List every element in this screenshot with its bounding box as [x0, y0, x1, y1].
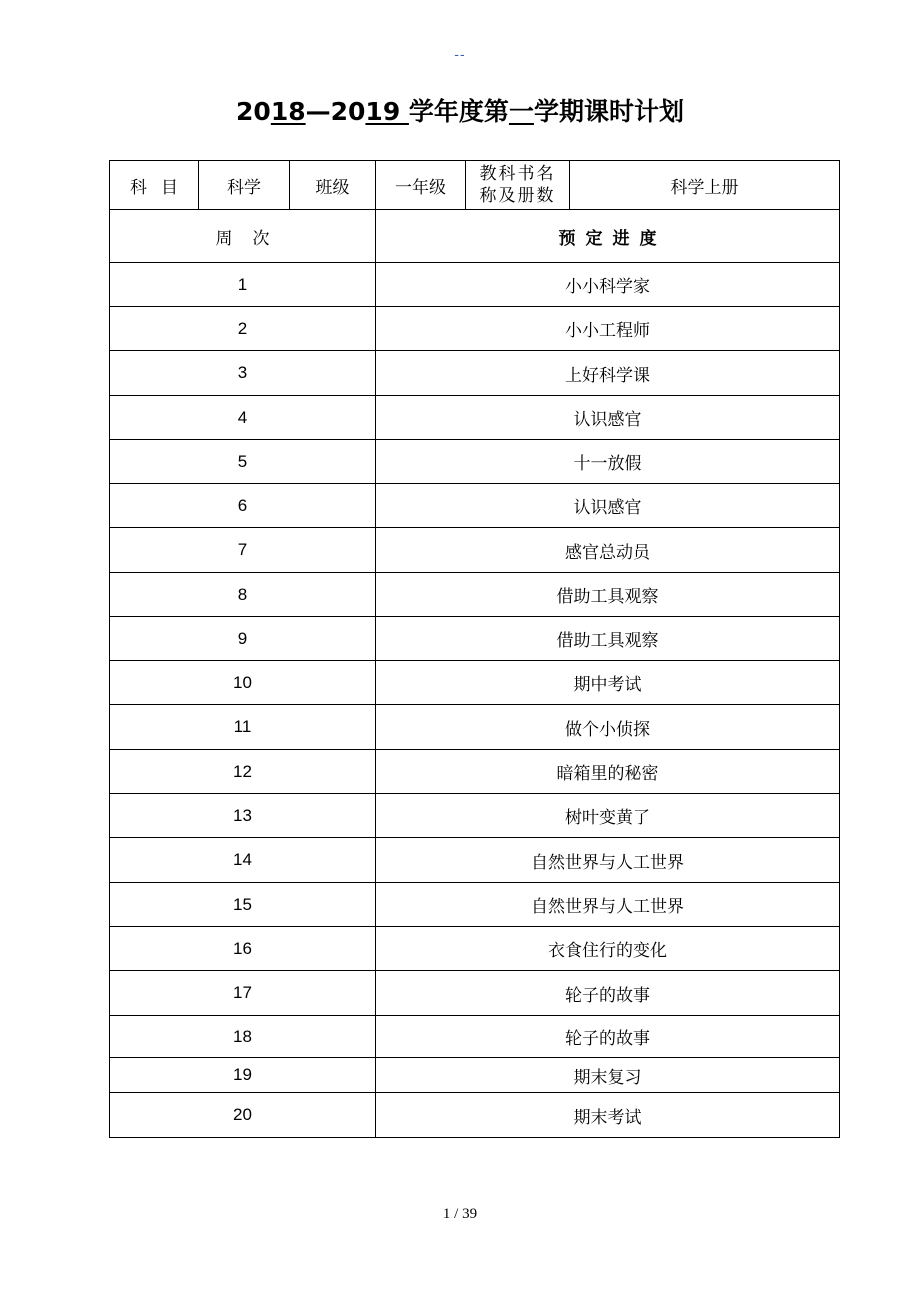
class-label: 班级	[290, 161, 376, 210]
title-part: 学期课时计划	[533, 97, 684, 126]
week-number: 17	[110, 971, 376, 1016]
table-row	[110, 661, 840, 705]
progress-column-header: 预定进度	[376, 210, 840, 263]
week-number: 2	[110, 307, 376, 351]
table-row	[110, 484, 840, 528]
week-number: 4	[110, 396, 376, 440]
table-row	[110, 971, 840, 1016]
planned-content: 衣食住行的变化	[376, 927, 840, 971]
table-row	[110, 617, 840, 661]
table-row	[110, 1093, 840, 1138]
week-number: 15	[110, 883, 376, 927]
planned-content: 轮子的故事	[376, 1016, 840, 1058]
table-row	[110, 528, 840, 573]
week-number: 16	[110, 927, 376, 971]
planned-content: 认识感官	[376, 396, 840, 440]
book-label	[466, 161, 570, 210]
planned-content: 上好科学课	[376, 351, 840, 396]
table-row	[110, 307, 840, 351]
week-number: 9	[110, 617, 376, 661]
week-number: 19	[110, 1058, 376, 1093]
header-mark: --	[454, 48, 466, 63]
planned-content: 小小工程师	[376, 307, 840, 351]
week-number: 12	[110, 750, 376, 794]
info-row	[110, 161, 840, 210]
table-row	[110, 794, 840, 838]
table-row	[110, 883, 840, 927]
planned-content: 借助工具观察	[376, 573, 840, 617]
title-part-underlined: 一	[508, 97, 534, 126]
table-row	[110, 351, 840, 396]
table-row	[110, 573, 840, 617]
week-number: 3	[110, 351, 376, 396]
planned-content: 做个小侦探	[376, 705, 840, 750]
planned-content: 自然世界与人工世界	[376, 838, 840, 883]
week-number: 7	[110, 528, 376, 573]
week-number: 11	[110, 705, 376, 750]
planned-content: 暗箱里的秘密	[376, 750, 840, 794]
table-row	[110, 1058, 840, 1093]
subject-label: 科目	[110, 161, 199, 210]
week-number: 20	[110, 1093, 376, 1138]
table-row	[110, 263, 840, 307]
planned-content: 期末考试	[376, 1093, 840, 1138]
table-row	[110, 1016, 840, 1058]
table-row	[110, 838, 840, 883]
title-part: 20	[236, 97, 271, 126]
planned-content: 期中考试	[376, 661, 840, 705]
page-number: 1 / 39	[442, 1206, 478, 1222]
week-column-header: 周次	[110, 210, 376, 263]
week-number: 5	[110, 440, 376, 484]
book-label-line: 称及册数	[479, 186, 556, 206]
title-part: 学年度第	[408, 97, 509, 126]
planned-content: 自然世界与人工世界	[376, 883, 840, 927]
week-number: 18	[110, 1016, 376, 1058]
column-header-row	[110, 210, 840, 263]
title-part: —20	[305, 97, 366, 126]
planned-content: 借助工具观察	[376, 617, 840, 661]
class-value: 一年级	[376, 161, 466, 210]
subject-value: 科学	[199, 161, 290, 210]
book-label-line: 教科书名	[479, 164, 556, 184]
table-row	[110, 396, 840, 440]
planned-content: 小小科学家	[376, 263, 840, 307]
title-part-underlined: 18	[270, 97, 306, 126]
planned-content: 认识感官	[376, 484, 840, 528]
week-number: 8	[110, 573, 376, 617]
table-row	[110, 750, 840, 794]
planned-content: 轮子的故事	[376, 971, 840, 1016]
planned-content: 树叶变黄了	[376, 794, 840, 838]
table-row	[110, 705, 840, 750]
title-part-underlined: 19	[365, 97, 409, 126]
book-value: 科学上册	[570, 161, 840, 210]
planned-content: 十一放假	[376, 440, 840, 484]
week-number: 6	[110, 484, 376, 528]
planned-content: 感官总动员	[376, 528, 840, 573]
page-title	[0, 92, 920, 132]
week-number: 1	[110, 263, 376, 307]
week-number: 10	[110, 661, 376, 705]
table-row	[110, 927, 840, 971]
planned-content: 期末复习	[376, 1058, 840, 1093]
week-number: 13	[110, 794, 376, 838]
lesson-plan-table	[109, 160, 840, 1138]
table-row	[110, 440, 840, 484]
week-number: 14	[110, 838, 376, 883]
